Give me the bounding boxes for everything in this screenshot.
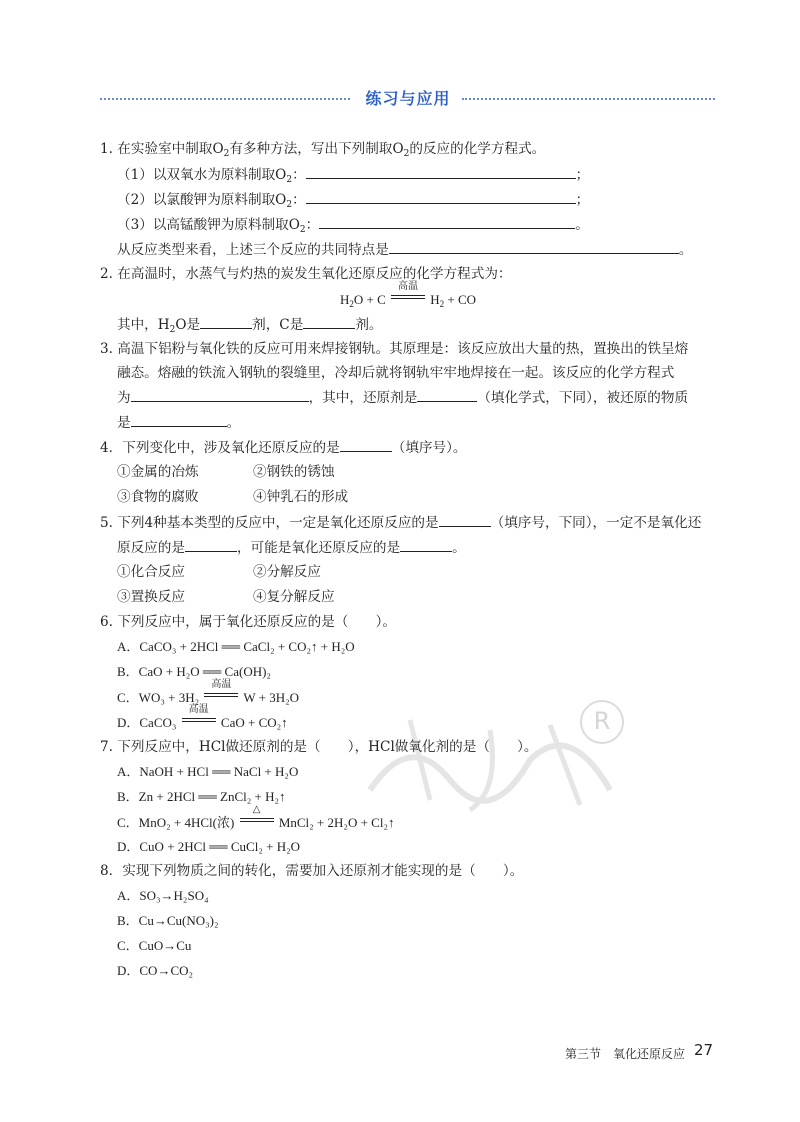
q1-semicolon: ； (575, 167, 590, 183)
q1-part-2-label: （2）以氯酸钾为原料制取O (117, 192, 287, 208)
q1-part-1 (117, 165, 589, 184)
q2-fill-d: 剂。 (355, 317, 383, 333)
q3-l4b: 。 (226, 415, 241, 431)
q2-eq-left: H (340, 292, 350, 307)
q3-l3b: ，其中，还原剂是 (308, 390, 418, 406)
q6-c-cond-label: 高温 (211, 679, 232, 690)
q7-option-c[interactable] (117, 804, 395, 832)
q1-part-3-answer-blank[interactable] (319, 215, 575, 229)
q3-l3c: （填化学式，下同），被还原的物质 (477, 390, 689, 406)
q6-d-pre: D．CaCO₃ (117, 715, 177, 730)
q3-reduced-substance-blank[interactable] (131, 413, 227, 427)
q8-option-a[interactable]: A．SO₃→H₂SO₄ (117, 888, 209, 903)
q1-stem-text-a: 1. 在实验室中制取O (100, 141, 224, 157)
q3-line-1: 3. 高温下铝粉与氧化铁的反应可用来焊接钢轨。其原理是：该反应放出大量的热，置换出的铁呈熔 (100, 341, 689, 357)
q7-c-post: MnCl₂ + 2H₂O + Cl₂↑ (278, 815, 395, 830)
q5-line-1 (100, 513, 701, 532)
q6-d-cond-label: 高温 (188, 704, 209, 715)
section-header (100, 86, 715, 112)
q1-part-2-answer-blank[interactable] (306, 190, 576, 204)
q2-equation (340, 281, 477, 309)
q7-option-a[interactable]: A．NaOH + HCl ══ NaCl + H₂O (117, 764, 299, 779)
q2-fill (117, 315, 383, 334)
q1-colon: ： (305, 217, 320, 233)
q2-sub: 2 (349, 299, 354, 309)
q1-part-1-answer-blank[interactable] (306, 165, 576, 179)
q1-part-3 (117, 215, 589, 234)
q2-fill-a: 其中，H (117, 317, 170, 333)
q6-d-post: CaO + CO₂↑ (220, 715, 288, 730)
q2-cond-label: 高温 (398, 281, 419, 292)
q2-eq-right: H (430, 292, 440, 307)
q1-sub: 2 (299, 225, 306, 235)
q4-answer-blank[interactable] (340, 438, 392, 452)
q7-option-b[interactable]: B．Zn + 2HCl ══ ZnCl₂ + H₂↑ (117, 789, 286, 804)
q5-never-redox-blank[interactable] (185, 538, 237, 552)
q1-semicolon: ； (575, 192, 590, 208)
q8-option-b[interactable]: B．Cu→Cu(NO₃)₂ (117, 913, 219, 928)
registered-mark-icon: R (580, 700, 624, 744)
header-dotted-rule-right (462, 98, 715, 100)
q1-colon: ： (292, 192, 306, 208)
header-dotted-rule-left (100, 98, 350, 100)
q7-option-d[interactable]: D．CuO + 2HCl ══ CuCl₂ + H₂O (117, 839, 300, 854)
q4-option-1: ①金属的冶炼 (117, 464, 199, 480)
q2-eq-left-rest: O + C (353, 292, 386, 307)
q1-stem-text-c: 的反应的化学方程式。 (409, 141, 546, 157)
q1-part-3-label: （3）以高锰酸钾为原料制取O (117, 217, 300, 233)
q7-c-pre: C．MnO₂ + 4HCl(浓) (117, 815, 235, 830)
q5-l2b: ，可能是氧化还原反应的是 (236, 540, 401, 556)
q1-summary (117, 240, 692, 259)
q7-c-heat-condition (240, 804, 274, 827)
section-title: 练习与应用 (365, 89, 451, 108)
q1-part-2 (117, 190, 589, 209)
q1-stem (100, 140, 545, 158)
q3-line-3 (117, 388, 688, 407)
q8-option-c[interactable]: C．CuO→Cu (117, 938, 192, 953)
q1-sub: 2 (286, 200, 293, 210)
q5-line-2 (117, 538, 466, 557)
q1-sub: 2 (403, 149, 410, 159)
q5-option-4: ④复分解反应 (253, 589, 335, 605)
q2-oxidant-blank[interactable] (200, 315, 252, 329)
q3-reductant-blank[interactable] (417, 388, 477, 402)
q7-c-cond-label: △ (252, 804, 261, 815)
q4-stem-a: 4．下列变化中，涉及氧化还原反应的是 (100, 440, 340, 456)
q8-stem: 8．实现下列物质之间的转化，需要加入还原剂才能实现的是（ ）。 (100, 863, 524, 879)
q5-l1a: 5. 下列4种基本类型的反应中，一定是氧化还原反应的是 (100, 515, 439, 531)
q6-d-high-temp-condition (182, 704, 216, 727)
q6-option-b[interactable]: B．CaO + H₂O ══ Ca(OH)₂ (117, 664, 271, 679)
q5-always-redox-blank[interactable] (439, 513, 491, 527)
footer-section-title: 第三节 氧化还原反应 (565, 1047, 686, 1061)
q2-fill-b: O是 (175, 317, 201, 333)
q4-option-4: ④钟乳石的形成 (253, 489, 349, 505)
q6-c-pre: C．WO₃ + 3H₂ (117, 690, 200, 705)
q1-summary-text: 从反应类型来看，上述三个反应的共同特点是 (117, 242, 389, 258)
q6-stem: 6. 下列反应中，属于氧化还原反应的是（ ）。 (100, 614, 396, 630)
q3-l4a: 是 (117, 415, 131, 431)
q3-line-2: 融态。熔融的铁流入钢轨的裂缝里，冷却后就将钢轨牢牢地焊接在一起。该反应的化学方程式 (117, 365, 675, 381)
q7-stem: 7. 下列反应中，HCl做还原剂的是（ ），HCl做氧化剂的是（ ）。 (100, 739, 538, 755)
q1-period: 。 (678, 242, 693, 258)
q3-line-4 (117, 413, 240, 432)
q5-maybe-redox-blank[interactable] (400, 538, 452, 552)
q8-option-d[interactable]: D．CO→CO₂ (117, 963, 194, 978)
page-number: 27 (694, 1041, 714, 1059)
q4-option-2: ②钢铁的锈蚀 (253, 464, 335, 480)
q5-l1b: （填序号，下同），一定不是氧化还 (490, 515, 702, 531)
q4-stem-b: （填序号）。 (391, 440, 467, 456)
q5-option-3: ③置换反应 (117, 589, 185, 605)
q6-option-d[interactable] (117, 704, 288, 732)
q5-l2a: 原反应的是 (117, 540, 185, 556)
q2-eq-right-rest: + CO (444, 292, 477, 307)
q6-c-high-temp-condition (204, 679, 238, 702)
q6-option-a[interactable]: A．CaCO₃ + 2HCl ══ CaCl₂ + CO₂↑ + H₂O (117, 639, 355, 654)
q1-sub: 2 (286, 175, 293, 185)
q2-high-temp-condition (391, 281, 425, 304)
q1-period: 。 (575, 217, 589, 233)
q5-option-2: ②分解反应 (253, 564, 321, 580)
q1-part-1-label: （1）以双氧水为原料制取O (117, 167, 287, 183)
q1-stem-text-b: 有多种方法，写出下列制取O (229, 141, 404, 157)
q2-fill-c: 剂，C是 (252, 317, 304, 333)
q6-c-post: W + 3H₂O (243, 690, 300, 705)
q2-sub: 2 (169, 325, 176, 335)
q3-equation-blank[interactable] (131, 388, 309, 402)
q2-reductant-blank[interactable] (303, 315, 355, 329)
q2-sub: 2 (439, 299, 445, 309)
q4-option-3: ③食物的腐败 (117, 489, 199, 505)
q1-colon: ： (292, 167, 306, 183)
q5-option-1: ①化合反应 (117, 564, 185, 580)
q3-l3a: 为 (117, 390, 131, 406)
q5-l2c: 。 (452, 540, 466, 556)
q1-sub: 2 (223, 149, 230, 159)
q1-summary-answer-blank[interactable] (389, 240, 679, 254)
q2-stem: 2. 在高温时，水蒸气与灼热的炭发生氧化还原反应的化学方程式为： (100, 266, 512, 282)
q4-stem (100, 438, 467, 457)
